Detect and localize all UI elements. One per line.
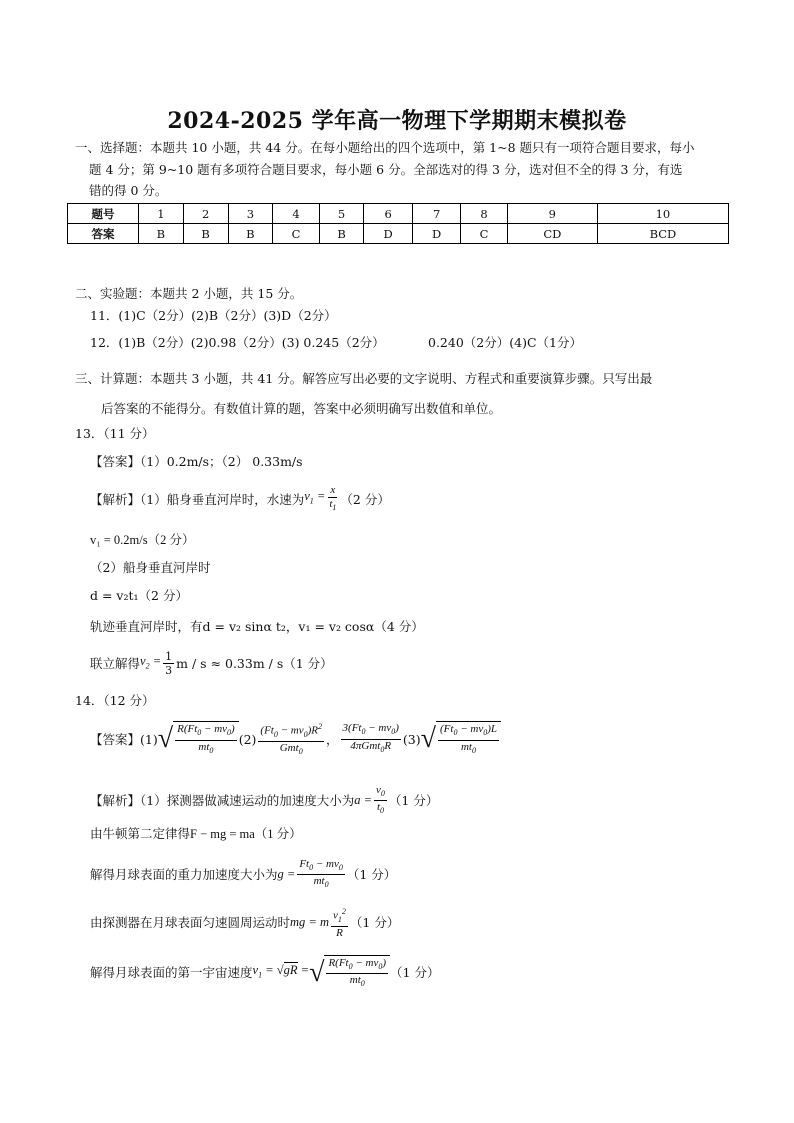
q13-analysis: 【解析】（1）船身垂直河岸时，水速为 $v_1$ = $\frac{x}{t_1}$ （2 分） [90, 484, 390, 513]
table-row-numbers [68, 204, 729, 224]
table-header-label: 题号 [68, 204, 139, 224]
q14-circ-score: （1 分） [349, 914, 400, 930]
fraction-x-over-t1: $\frac{x}{t_1}$ [329, 484, 337, 513]
table-cell-answer: C [273, 224, 319, 244]
section3-line2: 后答案的不能得分。有数值计算的题，答案中必须明确写出数值和单位。 [101, 401, 502, 416]
table-cell-answer: B [319, 224, 364, 244]
section1-line2: 题 4 分；第 9~10 题有多项符合题目要求，每小题 6 分。全部选对的得 3 分，选对但不全的得 3 分，有选 [89, 162, 683, 177]
q14-answer-label: 【答案】 [90, 731, 141, 747]
fraction-expr-2b: $\frac{3(Ft_0 - mv_0)}{4\pi Gmt_0R}$ [342, 722, 399, 754]
table-cell-number: 5 [319, 204, 364, 224]
q13-traj-eq: d = v₂ sinα t₂，v₁ = v₂ cosα（4 分） [202, 619, 424, 634]
table-cell-answer: C [461, 224, 507, 244]
page-title: 2024-2025 学年高一物理下学期期末模拟卷 [167, 108, 627, 134]
q14-v1-score: （1 分） [390, 965, 440, 981]
q13-heading: 13．（11 分） [75, 426, 155, 441]
section1-line3: 错的得 0 分。 [89, 183, 168, 198]
table-cell-answer: B [183, 224, 228, 244]
q14-circ-prefix: 由探测器在月球表面匀速圆周运动时 [90, 914, 291, 930]
sqrt-expr-1: √ $\frac{R(Ft_0 - mv_0)}{mt_0}$ [158, 721, 239, 756]
q14-g-score: （1 分） [346, 867, 397, 883]
answer-table [67, 203, 729, 244]
table-cell-number: 9 [507, 204, 597, 224]
table-cell-number: 1 [139, 204, 184, 224]
q14-heading: 14．（12 分） [75, 693, 155, 708]
q14-v1-prefix: 解得月球表面的第一宇宙速度 [90, 965, 253, 981]
table-answer-label: 答案 [68, 224, 139, 244]
table-cell-number: 10 [597, 204, 728, 224]
q14-analysis-prefix: 【解析】（1）探测器做减速运动的加速度大小为 [90, 793, 355, 809]
q14-v1-line: 解得月球表面的第一宇宙速度 $v_1 = √gR$ = √ $\frac{R(Ft_0 - mv_0)}{mt_0}$ （1 分） [90, 956, 440, 989]
sqrt-expr-3: √ $\frac{(Ft_0 - mv_0)L}{mt_0}$ [421, 721, 501, 756]
q14-g-line: 解得月球表面的重力加速度大小为 g = $\frac{Ft_0 - mv_0}{mt_0}$ （1 分） [90, 858, 397, 890]
fraction-one-third: $\frac{1}{3}$ [165, 650, 173, 677]
q14-newton-prefix: 由牛顿第二定律得 [90, 826, 191, 841]
q13-v1-line: v₁ = 0.2m/s（2 分） [90, 533, 195, 547]
q14-answer-line: 【答案】 (1) √ $\frac{R(Ft_0 - mv_0)}{mt_0}$ (2) $\frac{(Ft_0 - mv_0)R^2}{Gmt_0}$ ， $\frac{3(Ft_0 - mv_0)}{4\pi Gmt_0R}$ (3) √ $\frac{(Ft_0 - mv_0)L}{mt_0}$ [90, 720, 501, 758]
q13-traj-prefix: 轨迹垂直河岸时，有 [90, 619, 203, 634]
table-cell-number: 2 [183, 204, 228, 224]
q13-score: （2 分） [340, 491, 390, 507]
table-cell-number: 8 [461, 204, 507, 224]
section2-heading: 二、实验题：本题共 2 小题，共 15 分。 [75, 286, 303, 301]
fraction-expr-2a: $\frac{(Ft_0 - mv_0)R^2}{Gmt_0}$ [260, 722, 323, 757]
q13-d-line: d = v₂t₁（2 分） [90, 588, 188, 603]
q13-traj-line [90, 616, 424, 637]
q13-solve-suffix: m / s ≈ 0.33m / s（1 分） [176, 656, 333, 671]
q12-line-a: 12．(1)B（2分）(2)0.98（2分）(3) 0.245（2分） [90, 335, 385, 350]
q13-solve-line: 联立解得 $v_2$ = $\frac{1}{3}$ m / s ≈ 0.33m / s（1 分） [90, 650, 333, 677]
section1-line1: 一、选择题：本题共 10 小题，共 44 分。在每小题给出的四个选项中，第 1~8 题只有一项符合题目要求，每小 [75, 140, 695, 155]
table-cell-number: 7 [412, 204, 460, 224]
section3-line1: 三、计算题：本题共 3 小题，共 41 分。解答应写出必要的文字说明、方程式和重要演算步骤。只写出最 [75, 371, 653, 386]
q13-answer: 【答案】（1）0.2m/s；（2） 0.33m/s [90, 454, 303, 469]
table-cell-answer: B [139, 224, 184, 244]
table-row-answers [68, 224, 729, 244]
table-cell-answer: B [228, 224, 273, 244]
q13-analysis-prefix: 【解析】（1）船身垂直河岸时，水速为 [90, 491, 305, 507]
q14-newton-line [90, 823, 302, 845]
table-cell-number: 4 [273, 204, 319, 224]
table-cell-answer: D [412, 224, 460, 244]
table-cell-answer: BCD [597, 224, 728, 244]
q14-g-prefix: 解得月球表面的重力加速度大小为 [90, 867, 278, 883]
q13-part2: （2）船身垂直河岸时 [90, 560, 211, 575]
q13-solve-prefix: 联立解得 [90, 656, 141, 671]
q11-line: 11．(1)C（2分）(2)B（2分）(3)D（2分） [90, 308, 337, 323]
table-cell-number: 6 [364, 204, 412, 224]
table-cell-answer: CD [507, 224, 597, 244]
q14-circ-line: 由探测器在月球表面匀速圆周运动时 mg = m $\frac{v_1^2}{R}$ （1 分） [90, 907, 400, 939]
q14-newton-eq: F − mg = ma（1 分） [190, 827, 302, 841]
table-cell-number: 3 [228, 204, 273, 224]
q14-analysis: 【解析】（1）探测器做减速运动的加速度大小为 a = $\frac{v_0}{t_0}$ （1 分） [90, 784, 439, 816]
q12-line-b: 0.240（2分）(4)C（1分） [428, 335, 582, 350]
table-cell-answer: D [364, 224, 412, 244]
q14-score1: （1 分） [388, 793, 439, 809]
